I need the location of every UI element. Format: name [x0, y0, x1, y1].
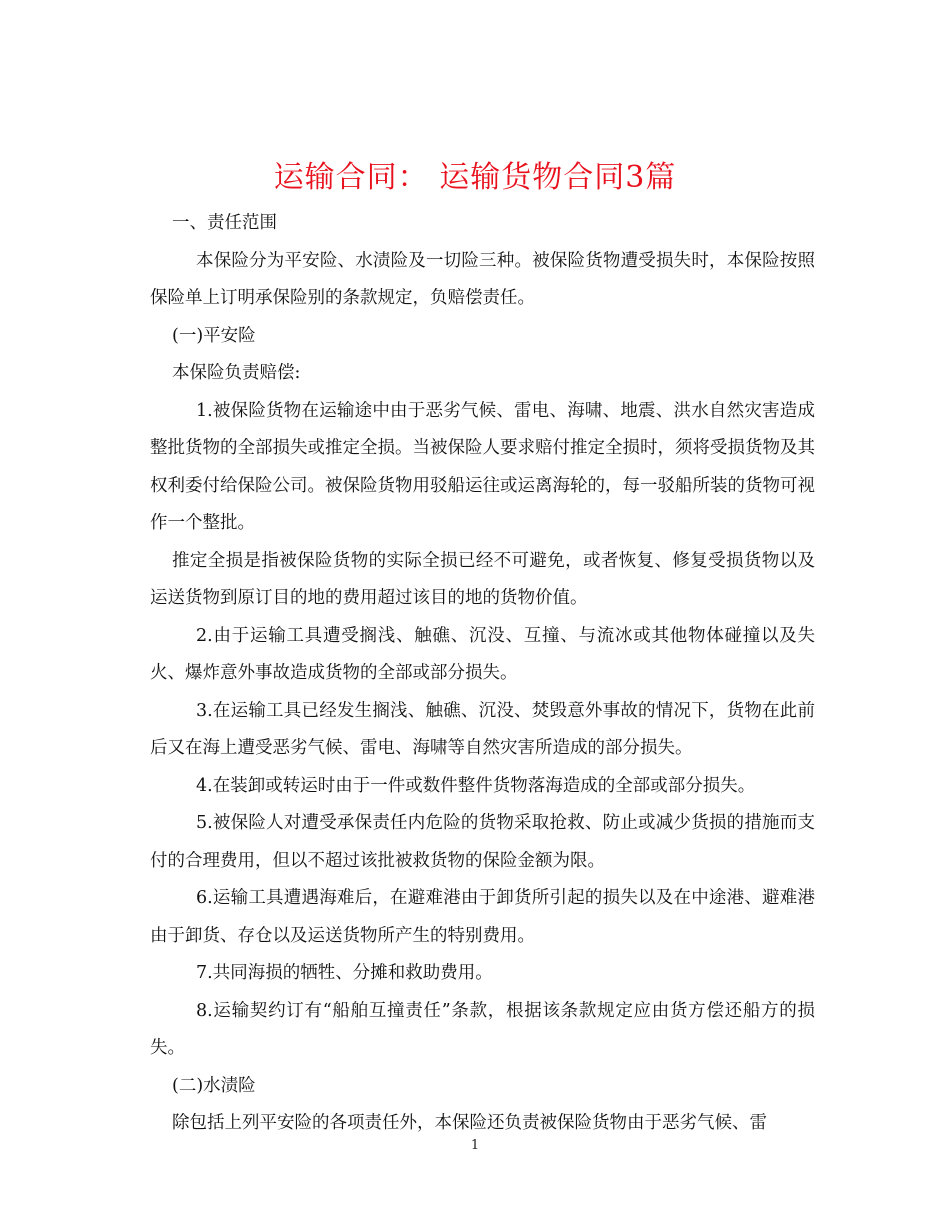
paragraph: 本保险负责赔偿:: [172, 363, 301, 383]
list-item: 1.被保险货物在运输途中由于恶劣气候、雷电、海啸、地震、洪水自然灾害造成整批货物的全部损失或推定全损。当被保险人要求赔付推定全损时，须将受损货物及其权利委付给保险公司。被保险货物用驳船运往或运离海轮的，每一驳船所装的货物可视作一个整批。: [150, 400, 815, 533]
list-item: 3.在运输工具已经发生搁浅、触礁、沉没、焚毁意外事故的情况下，货物在此前后又在海上遭受恶劣气候、雷电、海啸等自然灾害所造成的部分损失。: [150, 700, 815, 758]
list-item: 6.运输工具遭遇海难后，在避难港由于卸货所引起的损失以及在中途港、避难港由于卸货、存仓以及运送货物所产生的特别费用。: [150, 888, 815, 946]
list-item: 7.共同海损的牺牲、分摊和救助费用。: [196, 963, 493, 983]
document-body: [150, 205, 815, 1143]
page-number: 1: [470, 1138, 480, 1153]
paragraph: 推定全损是指被保险货物的实际全损已经不可避免，或者恢复、修复受损货物以及运送货物到原订目的地的费用超过该目的地的货物价值。: [150, 550, 815, 608]
document-title: 运输合同： 运输货物合同3篇: [273, 160, 677, 196]
list-item: 5.被保险人对遭受承保责任内危险的货物采取抢救、防止或减少货损的措施而支付的合理费用，但以不超过该批被救货物的保险金额为限。: [150, 813, 815, 871]
paragraph: 除包括上列平安险的各项责任外，本保险还负责被保险货物由于恶劣气候、雷: [172, 1113, 767, 1133]
paragraph: 本保险分为平安险、水渍险及一切险三种。被保险货物遭受损失时，本保险按照保险单上订明承保险别的条款规定，负赔偿责任。: [150, 250, 815, 308]
list-item: 4.在装卸或转运时由于一件或数件整件货物落海造成的全部或部分损失。: [196, 775, 756, 796]
list-item: 8.运输契约订有“船舶互撞责任”条款，根据该条款规定应由货方偿还船方的损失。: [150, 1000, 815, 1058]
subsection-heading: (一)平安险: [172, 325, 256, 346]
list-item: 2.由于运输工具遭受搁浅、触礁、沉没、互撞、与流冰或其他物体碰撞以及失火、爆炸意外事故造成货物的全部或部分损失。: [150, 625, 815, 683]
section-heading: 一、责任范围: [172, 213, 277, 233]
subsection-heading: (二)水渍险: [172, 1075, 256, 1096]
